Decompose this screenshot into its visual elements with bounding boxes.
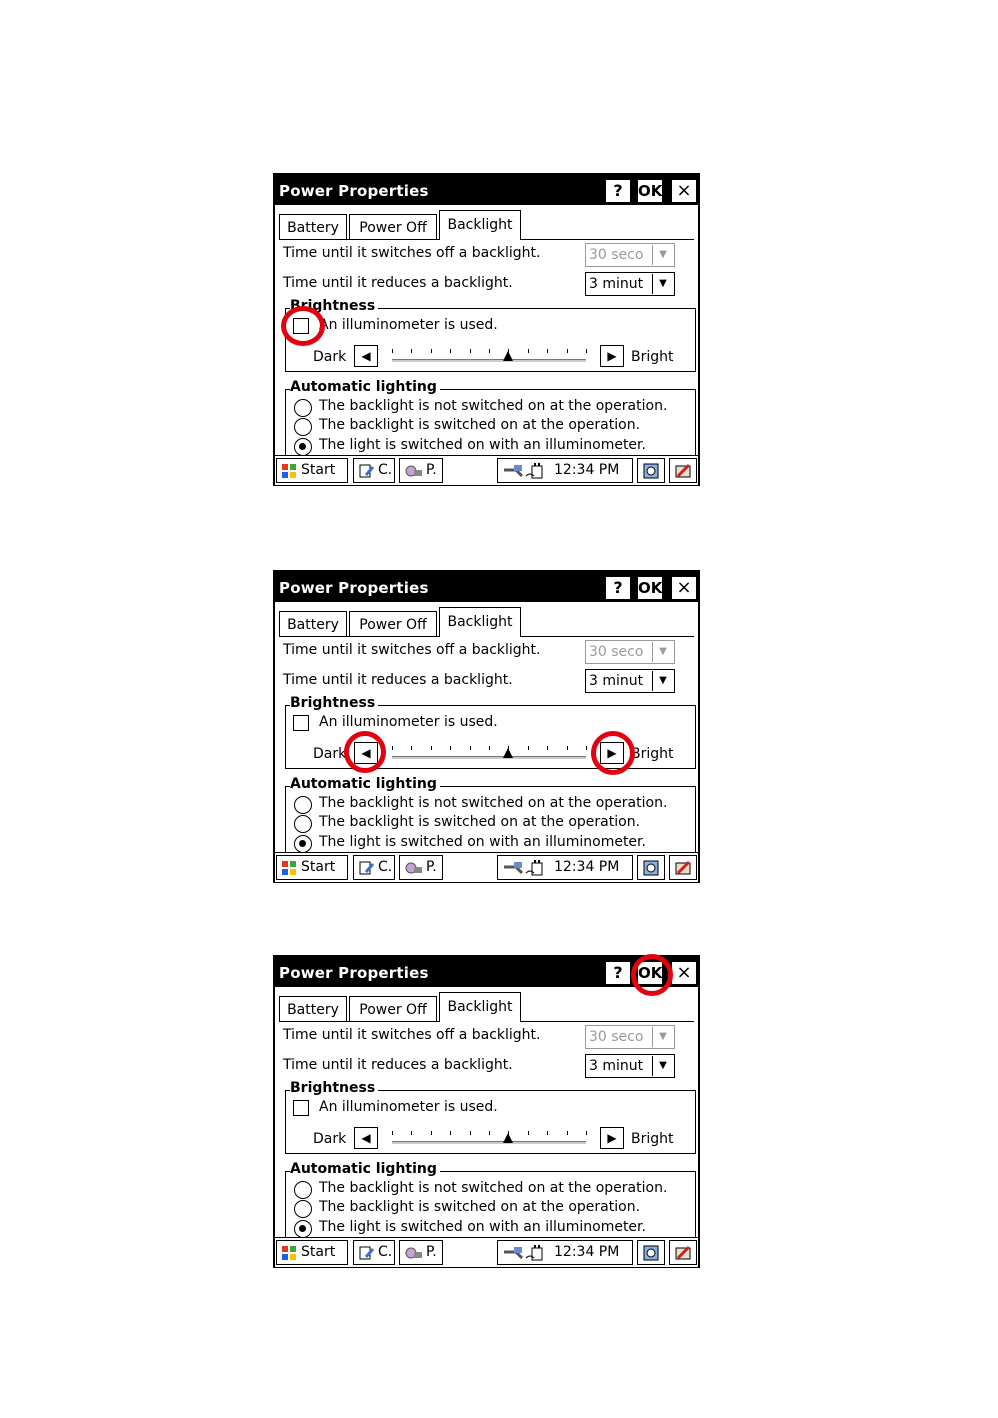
- brightness-group: [285, 1080, 696, 1154]
- slider-tick: [470, 1131, 471, 1135]
- task-p-label: P.: [426, 859, 437, 875]
- slider-tick: [528, 349, 529, 353]
- illuminometer-label: An illuminometer is used.: [319, 1099, 498, 1115]
- radio-not-switched-label: The backlight is not switched on at the operation.: [319, 1180, 668, 1196]
- bright-button[interactable]: [600, 345, 624, 367]
- slider-tick: [431, 746, 432, 750]
- right-arrow-icon: ▶: [607, 746, 617, 760]
- radio-illuminometer-label: The light is switched on with an illuminometer.: [319, 437, 646, 453]
- tab-divider: [521, 1021, 694, 1022]
- reduce-select[interactable]: [585, 669, 675, 693]
- control-panel-icon: [358, 462, 376, 480]
- desktop-button[interactable]: [637, 1240, 665, 1265]
- brightness-group: [285, 298, 696, 372]
- radio-illuminometer[interactable]: [294, 438, 312, 456]
- taskbar-item-control-panel[interactable]: [353, 855, 395, 880]
- task-c-label: C.: [378, 462, 393, 478]
- auto-lighting-title: Automatic lighting: [290, 379, 440, 395]
- radio-switched-label: The backlight is switched on at the operation.: [319, 417, 641, 433]
- chevron-down-icon[interactable]: ▼: [652, 274, 673, 294]
- task-p-label: P.: [426, 1244, 437, 1260]
- start-label: Start: [301, 1244, 336, 1260]
- system-tray: [497, 855, 633, 880]
- switch-off-select[interactable]: [585, 1025, 675, 1049]
- help-button[interactable]: ?: [605, 576, 631, 600]
- tab-divider: [279, 636, 439, 637]
- tab-battery[interactable]: Battery: [279, 214, 347, 240]
- power-icon: [404, 462, 424, 480]
- tab-backlight[interactable]: Backlight: [439, 607, 521, 637]
- tab-power-off[interactable]: Power Off: [349, 611, 437, 637]
- reduce-label: Time until it reduces a backlight.: [283, 672, 513, 688]
- window-title: Power Properties: [279, 182, 429, 200]
- connection-icon[interactable]: [502, 462, 552, 480]
- window-title: Power Properties: [279, 964, 429, 982]
- dark-label: Dark: [313, 746, 347, 762]
- taskbar-item-control-panel[interactable]: [353, 1240, 395, 1265]
- brightness-title: Brightness: [290, 298, 378, 314]
- switch-off-label: Time until it switches off a backlight.: [283, 642, 541, 658]
- title-bar: [275, 957, 698, 987]
- desktop-button[interactable]: [637, 855, 665, 880]
- switch-off-select[interactable]: [585, 243, 675, 267]
- slider-tick: [508, 746, 509, 750]
- windows-logo-icon: [281, 1245, 297, 1261]
- left-arrow-icon: ◀: [361, 746, 371, 760]
- title-bar: [275, 175, 698, 205]
- clock: 12:34 PM: [554, 462, 620, 478]
- title-bar: [275, 572, 698, 602]
- pen-icon: [674, 859, 692, 877]
- pen-icon: [674, 1244, 692, 1262]
- taskbar-item-control-panel[interactable]: [353, 458, 395, 483]
- auto-lighting-title: Automatic lighting: [290, 776, 440, 792]
- taskbar: [275, 852, 698, 882]
- slider-tick: [392, 349, 393, 353]
- control-panel-icon: [358, 859, 376, 877]
- slider-tick: [450, 746, 451, 750]
- brightness-group: [285, 695, 696, 769]
- right-arrow-icon: ▶: [607, 1131, 617, 1145]
- slider-tick: [567, 1131, 568, 1135]
- slider-tick: [450, 349, 451, 353]
- clock: 12:34 PM: [554, 1244, 620, 1260]
- right-arrow-icon: ▶: [607, 349, 617, 363]
- slider-tick: [528, 1131, 529, 1135]
- slider-tick: [450, 1131, 451, 1135]
- illuminometer-checkbox[interactable]: [293, 1100, 309, 1116]
- slider-tick: [586, 746, 587, 750]
- taskbar: [275, 1237, 698, 1267]
- slider-tick: [411, 746, 412, 750]
- tab-backlight[interactable]: Backlight: [439, 992, 521, 1022]
- radio-switched[interactable]: [294, 815, 312, 833]
- dark-button[interactable]: [354, 1127, 378, 1149]
- system-tray: [497, 458, 633, 483]
- control-panel-icon: [358, 1244, 376, 1262]
- start-button[interactable]: [276, 458, 348, 483]
- automatic-lighting-group: [285, 379, 696, 455]
- tab-power-off[interactable]: Power Off: [349, 996, 437, 1022]
- chevron-down-icon[interactable]: ▼: [652, 1056, 673, 1076]
- tab-battery[interactable]: Battery: [279, 611, 347, 637]
- slider-tick: [411, 349, 412, 353]
- dark-label: Dark: [313, 1131, 347, 1147]
- keyboard-button[interactable]: [669, 855, 697, 880]
- reduce-value: 3 minut: [589, 1058, 644, 1074]
- dialog-step-1: [273, 173, 700, 486]
- slider-tick: [547, 746, 548, 750]
- bright-button[interactable]: [600, 742, 624, 764]
- switch-off-label: Time until it switches off a backlight.: [283, 1027, 541, 1043]
- tab-divider: [279, 1021, 439, 1022]
- task-c-label: C.: [378, 1244, 393, 1260]
- desktop-button[interactable]: [637, 458, 665, 483]
- illuminometer-label: An illuminometer is used.: [319, 317, 498, 333]
- start-label: Start: [301, 859, 336, 875]
- slider-tick: [470, 349, 471, 353]
- slider-tick: [547, 349, 548, 353]
- radio-illuminometer-label: The light is switched on with an illuminometer.: [319, 1219, 646, 1235]
- start-label: Start: [301, 462, 336, 478]
- slider-tick: [392, 746, 393, 750]
- chevron-down-icon[interactable]: ▼: [652, 671, 673, 691]
- taskbar-item-power[interactable]: [399, 458, 443, 483]
- slider-tick: [586, 349, 587, 353]
- desktop-icon: [642, 1244, 660, 1262]
- brightness-slider[interactable]: [392, 756, 586, 760]
- keyboard-button[interactable]: [669, 1240, 697, 1265]
- auto-lighting-title: Automatic lighting: [290, 1161, 440, 1177]
- tab-divider: [521, 636, 694, 637]
- reduce-label: Time until it reduces a backlight.: [283, 1057, 513, 1073]
- bright-button[interactable]: [600, 1127, 624, 1149]
- start-button[interactable]: [276, 1240, 348, 1265]
- ok-button[interactable]: OK: [637, 179, 663, 203]
- radio-not-switched[interactable]: [294, 796, 312, 814]
- bright-label: Bright: [631, 746, 674, 762]
- window-title: Power Properties: [279, 579, 429, 597]
- system-tray: [497, 1240, 633, 1265]
- help-button[interactable]: ?: [605, 179, 631, 203]
- reduce-value: 3 minut: [589, 673, 644, 689]
- slider-tick: [586, 1131, 587, 1135]
- close-button[interactable]: ×: [671, 961, 697, 985]
- slider-tick: [392, 1131, 393, 1135]
- slider-tick: [528, 746, 529, 750]
- pen-icon: [674, 462, 692, 480]
- radio-switched[interactable]: [294, 418, 312, 436]
- switch-off-value: 30 seco: [589, 644, 644, 660]
- radio-not-switched-label: The backlight is not switched on at the operation.: [319, 398, 668, 414]
- automatic-lighting-group: [285, 1161, 696, 1237]
- automatic-lighting-group: [285, 776, 696, 852]
- tab-divider: [521, 239, 694, 240]
- windows-logo-icon: [281, 860, 297, 876]
- brightness-slider[interactable]: [392, 1141, 586, 1145]
- help-button[interactable]: ?: [605, 961, 631, 985]
- switch-off-select[interactable]: [585, 640, 675, 664]
- slider-tick: [489, 349, 490, 353]
- dark-button[interactable]: [354, 345, 378, 367]
- slider-tick: [508, 349, 509, 353]
- slider-tick: [470, 746, 471, 750]
- radio-not-switched[interactable]: [294, 399, 312, 417]
- tab-battery[interactable]: Battery: [279, 996, 347, 1022]
- illuminometer-checkbox[interactable]: [293, 318, 309, 334]
- clock: 12:34 PM: [554, 859, 620, 875]
- connection-icon[interactable]: [502, 1244, 552, 1262]
- radio-not-switched-label: The backlight is not switched on at the operation.: [319, 795, 668, 811]
- slider-tick: [547, 1131, 548, 1135]
- switch-off-value: 30 seco: [589, 1029, 644, 1045]
- connection-icon[interactable]: [502, 859, 552, 877]
- slider-tick: [411, 1131, 412, 1135]
- close-button[interactable]: ×: [671, 179, 697, 203]
- reduce-label: Time until it reduces a backlight.: [283, 275, 513, 291]
- radio-illuminometer[interactable]: [294, 835, 312, 853]
- taskbar: [275, 455, 698, 485]
- slider-tick: [508, 1131, 509, 1135]
- tab-power-off[interactable]: Power Off: [349, 214, 437, 240]
- radio-illuminometer[interactable]: [294, 1220, 312, 1238]
- chevron-down-icon[interactable]: ▼: [652, 1027, 673, 1047]
- tab-divider: [279, 239, 439, 240]
- brightness-title: Brightness: [290, 695, 378, 711]
- taskbar-item-power[interactable]: [399, 855, 443, 880]
- dark-button[interactable]: [354, 742, 378, 764]
- chevron-down-icon[interactable]: ▼: [652, 245, 673, 265]
- task-c-label: C.: [378, 859, 393, 875]
- radio-not-switched[interactable]: [294, 1181, 312, 1199]
- close-button[interactable]: ×: [671, 576, 697, 600]
- bright-label: Bright: [631, 1131, 674, 1147]
- left-arrow-icon: ◀: [361, 349, 371, 363]
- slider-tick: [489, 1131, 490, 1135]
- bright-label: Bright: [631, 349, 674, 365]
- reduce-select[interactable]: [585, 272, 675, 296]
- slider-tick: [567, 349, 568, 353]
- brightness-slider[interactable]: [392, 359, 586, 363]
- slider-tick: [431, 1131, 432, 1135]
- taskbar-item-power[interactable]: [399, 1240, 443, 1265]
- windows-logo-icon: [281, 463, 297, 479]
- keyboard-button[interactable]: [669, 458, 697, 483]
- desktop-icon: [642, 462, 660, 480]
- dialog-step-2: [273, 570, 700, 883]
- reduce-value: 3 minut: [589, 276, 644, 292]
- tab-backlight[interactable]: Backlight: [439, 210, 521, 240]
- task-p-label: P.: [426, 462, 437, 478]
- illuminometer-label: An illuminometer is used.: [319, 714, 498, 730]
- brightness-title: Brightness: [290, 1080, 378, 1096]
- power-icon: [404, 1244, 424, 1262]
- chevron-down-icon[interactable]: ▼: [652, 642, 673, 662]
- radio-switched[interactable]: [294, 1200, 312, 1218]
- dark-label: Dark: [313, 349, 347, 365]
- radio-switched-label: The backlight is switched on at the operation.: [319, 1199, 641, 1215]
- switch-off-value: 30 seco: [589, 247, 644, 263]
- switch-off-label: Time until it switches off a backlight.: [283, 245, 541, 261]
- dialog-step-3: [273, 955, 700, 1268]
- illuminometer-checkbox[interactable]: [293, 715, 309, 731]
- ok-button[interactable]: OK: [637, 961, 663, 985]
- desktop-icon: [642, 859, 660, 877]
- radio-illuminometer-label: The light is switched on with an illuminometer.: [319, 834, 646, 850]
- slider-tick: [431, 349, 432, 353]
- slider-tick: [567, 746, 568, 750]
- start-button[interactable]: [276, 855, 348, 880]
- ok-button[interactable]: OK: [637, 576, 663, 600]
- radio-switched-label: The backlight is switched on at the operation.: [319, 814, 641, 830]
- slider-tick: [489, 746, 490, 750]
- left-arrow-icon: ◀: [361, 1131, 371, 1145]
- reduce-select[interactable]: [585, 1054, 675, 1078]
- power-icon: [404, 859, 424, 877]
